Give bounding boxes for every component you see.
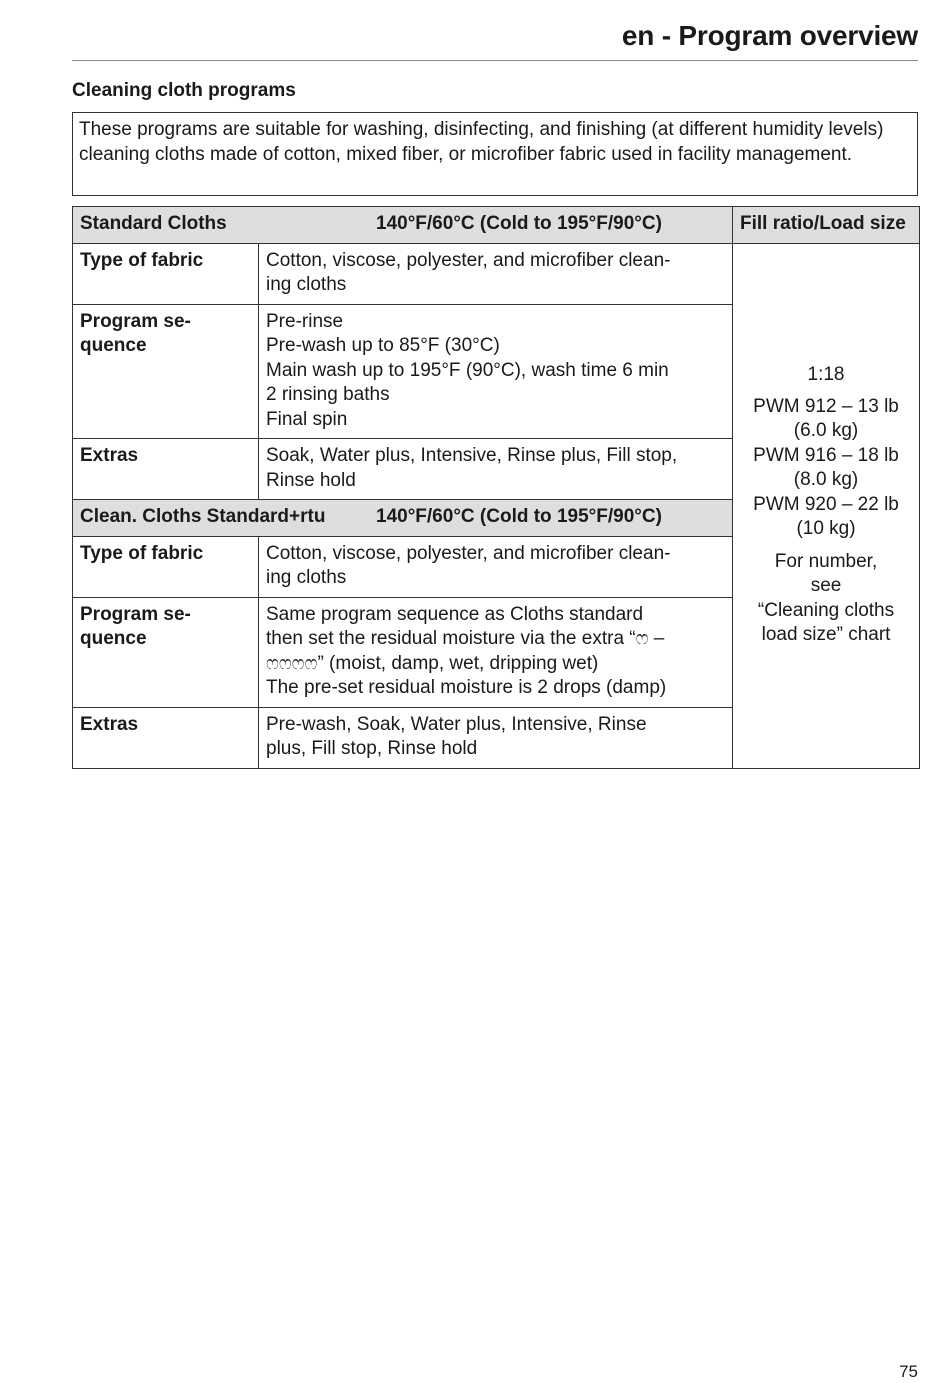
program-name: Standard Cloths xyxy=(80,213,227,234)
row-label xyxy=(73,597,259,707)
row-value-line: Main wash up to 195°F (90°C), wash time 6 min xyxy=(266,359,669,381)
program-temperature: 140°F/60°C (Cold to 195°F/90°C) xyxy=(376,213,662,234)
model-load-line: PWM 912 – 13 lb xyxy=(753,395,899,417)
row-value-line: Rinse hold xyxy=(266,469,356,491)
page-header-title: en - Program overview xyxy=(621,20,918,51)
model-load-kg: (6.0 kg) xyxy=(793,420,859,442)
row-value xyxy=(259,597,733,707)
row-label-line: Program se- xyxy=(80,310,191,332)
note-line: load size” chart xyxy=(761,624,891,646)
row-value xyxy=(259,304,733,439)
table-row xyxy=(73,243,920,304)
model-load-size xyxy=(739,493,913,542)
program-header-standard-cloths xyxy=(73,207,920,244)
row-value xyxy=(259,243,733,304)
model-load-size xyxy=(739,444,913,493)
row-value-line: plus, Fill stop, Rinse hold xyxy=(266,738,478,759)
intro-text-box: These programs are suitable for washing, disinfecting, and finishing (at different humidity levels) cleaning cloths made of cotton, mixed fiber, or microfiber fabric used in facility management. xyxy=(72,112,918,196)
row-value xyxy=(259,439,733,500)
row-label-line: Program se- xyxy=(80,603,191,625)
model-load-line: PWM 916 – 18 lb xyxy=(753,444,899,466)
program-table xyxy=(72,206,920,769)
row-value-line: then set the residual moisture via the extra “ෆ – xyxy=(266,628,665,649)
fill-ratio-value: 1:18 xyxy=(807,364,845,386)
load-size-note xyxy=(739,550,913,648)
program-header-cell xyxy=(73,207,733,244)
row-label: Extras xyxy=(73,707,259,768)
row-value-line: Pre-rinse xyxy=(266,310,344,332)
row-label-line: quence xyxy=(80,628,147,649)
row-value-line: Cotton, viscose, polyester, and microfiber clean- xyxy=(266,249,671,271)
note-line: For number, xyxy=(774,550,878,572)
program-temperature: 140°F/60°C (Cold to 195°F/90°C) xyxy=(376,506,662,527)
row-label: Type of fabric xyxy=(73,536,259,597)
row-value-line: Soak, Water plus, Intensive, Rinse plus, Fill stop, xyxy=(266,445,678,466)
row-value-line: Same program sequence as Cloths standard xyxy=(266,603,644,625)
program-header-cell xyxy=(73,500,733,537)
model-load-kg: (8.0 kg) xyxy=(793,469,859,491)
header-divider xyxy=(72,60,918,61)
model-load-kg: (10 kg) xyxy=(796,518,856,540)
fill-ratio-header: Fill ratio/Load size xyxy=(733,207,920,244)
row-value-line: The pre-set residual moisture is 2 drops (damp) xyxy=(266,677,667,698)
row-value xyxy=(259,536,733,597)
row-label-line: quence xyxy=(80,335,147,356)
row-value-line: Pre-wash, Soak, Water plus, Intensive, Rinse xyxy=(266,713,647,735)
row-value-line: Final spin xyxy=(266,408,348,430)
row-value-line: ing cloths xyxy=(266,567,347,588)
row-label: Extras xyxy=(73,439,259,500)
note-line: see xyxy=(810,575,842,597)
note-line: “Cleaning cloths xyxy=(757,599,895,621)
row-value-line: Pre-wash up to 85°F (30°C) xyxy=(266,335,500,356)
row-value-line: ෆෆෆෆ” (moist, damp, wet, dripping wet) xyxy=(266,652,599,674)
model-load-line: PWM 920 – 22 lb xyxy=(753,493,899,515)
program-name: Clean. Cloths Standard+rtu xyxy=(80,506,326,527)
row-value-line: Cotton, viscose, polyester, and microfiber clean- xyxy=(266,542,671,564)
fill-ratio-cell xyxy=(733,243,920,768)
model-load-size xyxy=(739,395,913,444)
row-label: Type of fabric xyxy=(73,243,259,304)
row-value-line: 2 rinsing baths xyxy=(266,384,390,405)
row-label xyxy=(73,304,259,439)
section-heading: Cleaning cloth programs xyxy=(72,80,296,101)
row-value xyxy=(259,707,733,768)
row-value-line: ing cloths xyxy=(266,274,347,295)
page-number: 75 xyxy=(899,1362,918,1381)
